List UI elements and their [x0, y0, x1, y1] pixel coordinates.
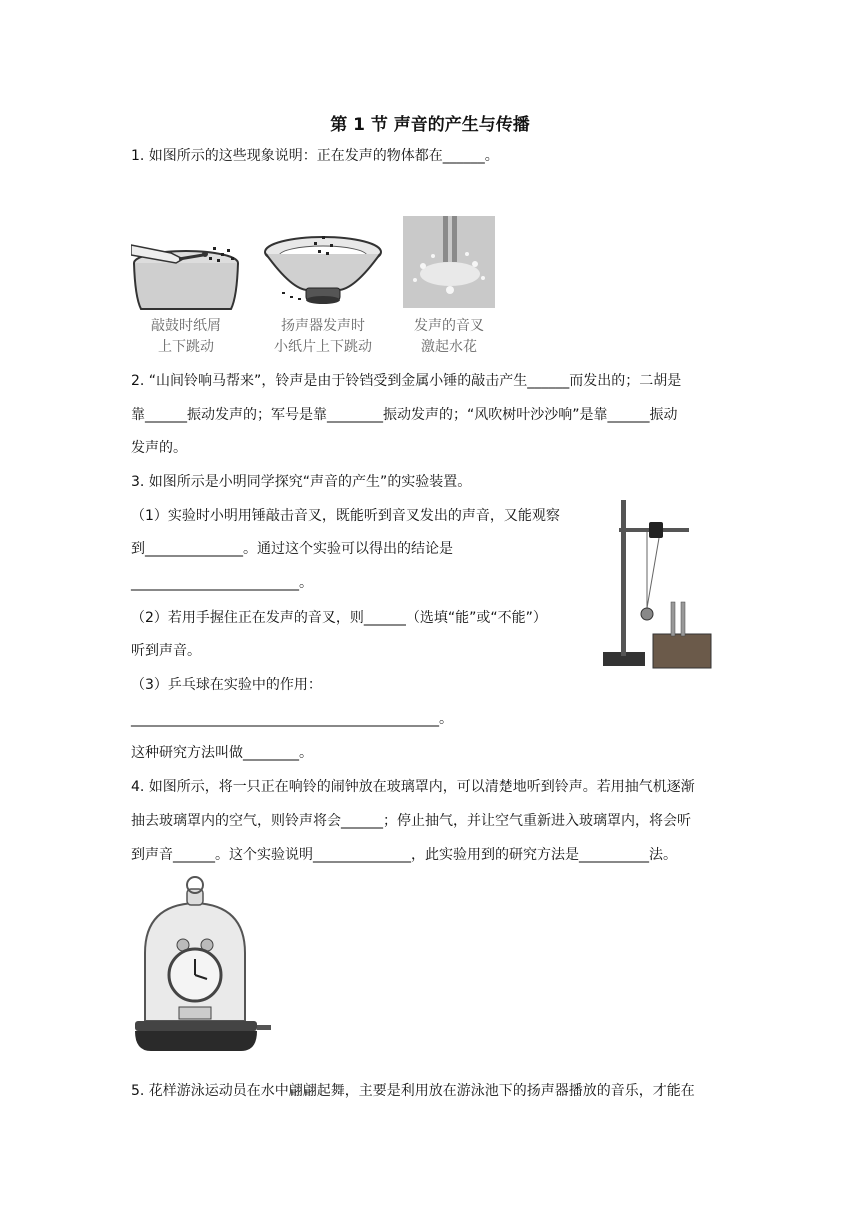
question-3-line: ____________________________________________。 [131, 711, 453, 727]
question-4-line: 到声音______。这个实验说明______________，此实验用到的研究方法是__________法。 [131, 847, 677, 863]
question-3-line: （1）实验时小明用锤敲击音叉，既能听到音叉发出的声音，又能观察 [131, 508, 560, 524]
tuning-fork-stand-icon [601, 498, 717, 672]
question-3-line: 听到声音。 [131, 643, 201, 659]
page-title: 第 1 节 声音的产生与传播 [330, 115, 530, 135]
question-4-line: 抽去玻璃罩内的空气，则铃声将会______；停止抽气，并让空气重新进入玻璃罩内，将会听 [131, 813, 691, 829]
question-4-line: 4. 如图所示，将一只正在响铃的闹钟放在玻璃罩内，可以清楚地听到铃声。若用抽气机逐渐 [131, 779, 695, 795]
bell-jar-alarm-clock-icon [131, 875, 273, 1065]
figure-caption-tuning-fork: 发声的音叉 激起水花 [414, 318, 484, 355]
question-5-line: 5. 花样游泳运动员在水中翩翩起舞，主要是利用放在游泳池下的扬声器播放的音乐，才能在 [131, 1083, 695, 1099]
question-2-line: 2. “山间铃响马帮来”，铃声是由于铃铛受到金属小锤的敲击产生______而发出的；二胡是 [131, 373, 682, 389]
question-2-line: 发声的。 [131, 440, 187, 456]
drum-icon [131, 233, 241, 311]
question-2-line: 靠______振动发声的；军号是靠________振动发声的；“风吹树叶沙沙响”是靠______振动 [131, 407, 678, 423]
question-3-line: （2）若用手握住正在发声的音叉，则______（选填“能”或“不能”） [131, 610, 547, 626]
question-1-text: 1. 如图所示的这些现象说明：正在发声的物体都在______。 [131, 148, 499, 164]
question-3-line: ________________________。 [131, 575, 313, 591]
speaker-icon [262, 232, 384, 306]
question-3-line: 这种研究方法叫做________。 [131, 745, 313, 761]
question-3-line: （3）乒乓球在实验中的作用： [131, 677, 322, 693]
question-3-line: 到______________。通过这个实验可以得出的结论是 [131, 541, 453, 557]
figure-caption-speaker: 扬声器发声时 小纸片上下跳动 [274, 318, 372, 355]
figure-caption-drum: 敲鼓时纸屑 上下跳动 [151, 318, 221, 355]
tuning-fork-water-icon [403, 216, 495, 308]
question-3-intro: 3. 如图所示是小明同学探究“声音的产生”的实验装置。 [131, 474, 472, 490]
